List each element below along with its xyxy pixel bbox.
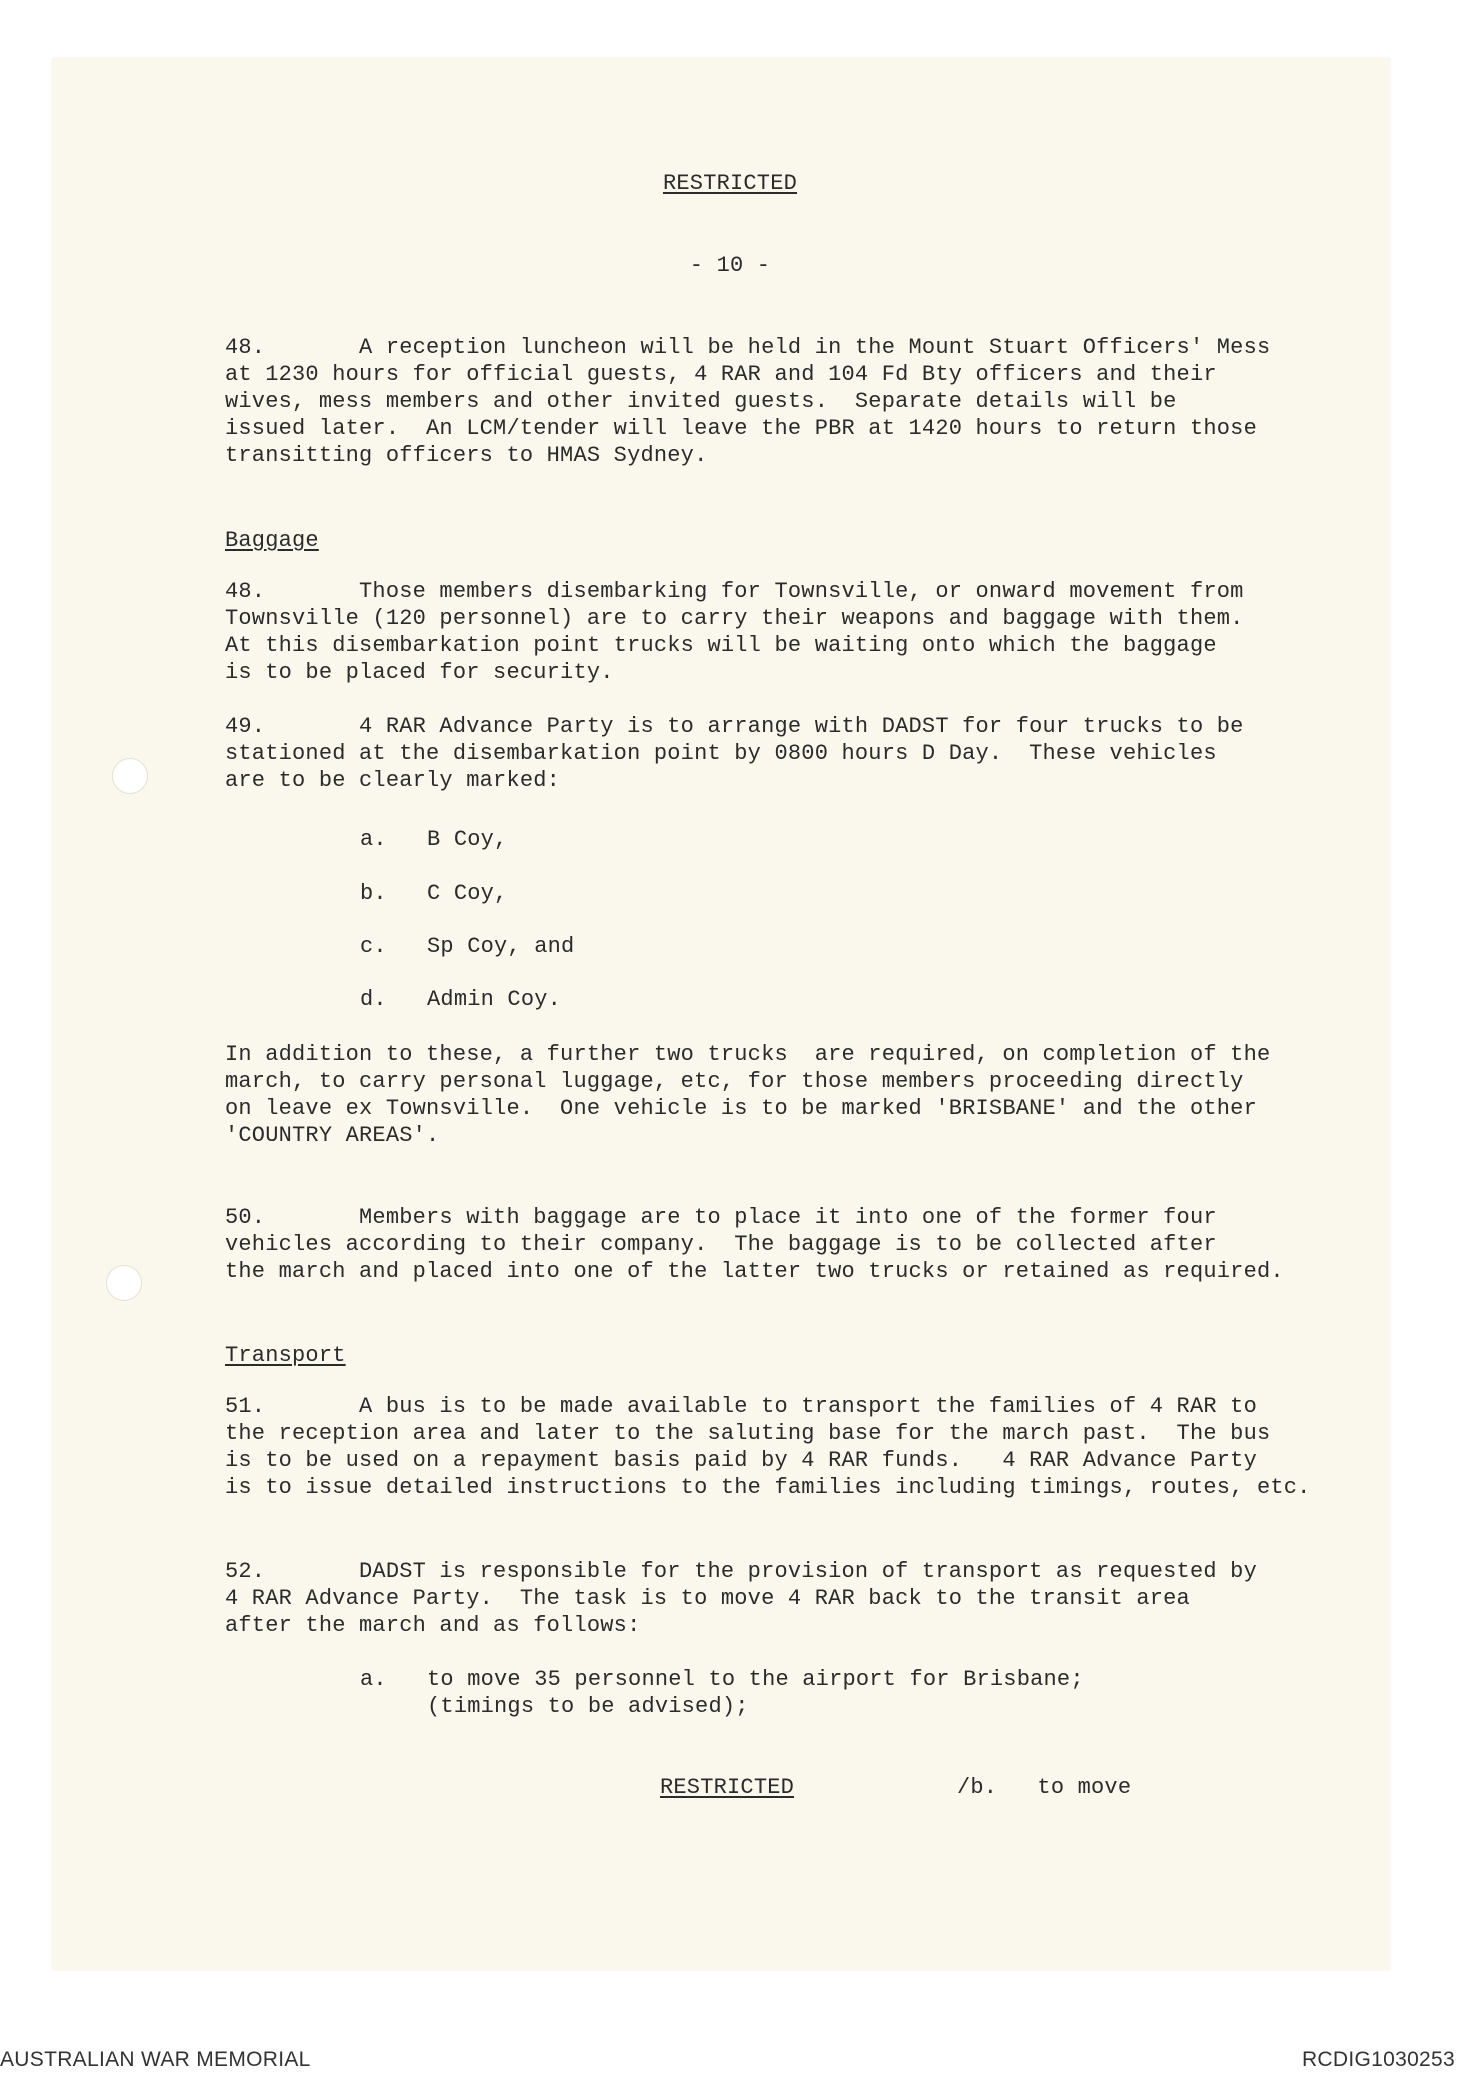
punch-hole-top	[112, 758, 148, 794]
paragraph-48-baggage: 48. Those members disembarking for Townsville, or onward movement from Townsville (120 personnel) are to carry their weapons and baggage with them. At this disembarkation point trucks will be waiting onto which the baggage is to be placed for security.	[225, 579, 1244, 685]
list-item-52a: a. to move 35 personnel to the airport for Brisbane; (timings to be advised);	[360, 1667, 1084, 1719]
footer-classification: RESTRICTED	[660, 1775, 795, 1800]
archive-right-label: RCDIG1030253	[1301, 2048, 1455, 2071]
paragraph-49-continuation: In addition to these, a further two trucks are required, on completion of the march, to carry personal luggage, etc, for those members proceeding directly on leave ex Townsville. One vehicle is to be marked 'BRISBANE' and the other 'COUNTRY AREAS'.	[225, 1042, 1271, 1148]
paragraph-49: 49. 4 RAR Advance Party is to arrange with DADST for four trucks to be stationed at the disembarkation point by 0800 hours D Day. These vehicles are to be clearly marked:	[225, 714, 1244, 793]
section-heading-baggage: Baggage	[225, 528, 319, 553]
footer-continuation: /b. to move	[957, 1775, 1132, 1800]
archive-left-label: AUSTRALIAN WAR MEMORIAL	[0, 2048, 311, 2071]
list-item-49b: b. C Coy,	[360, 881, 508, 906]
punch-hole-bottom	[106, 1265, 142, 1301]
section-heading-transport: Transport	[225, 1343, 346, 1368]
header-classification: RESTRICTED	[662, 171, 798, 196]
paragraph-52: 52. DADST is responsible for the provision of transport as requested by 4 RAR Advance Party. The task is to move 4 RAR back to the transit area after the march and as follows:	[225, 1559, 1257, 1638]
list-item-49d: d. Admin Coy.	[360, 987, 562, 1012]
list-item-49c: c. Sp Coy, and	[360, 934, 575, 959]
paragraph-48-luncheon: 48. A reception luncheon will be held in the Mount Stuart Officers' Mess at 1230 hours for official guests, 4 RAR and 104 Fd Bty officers and their wives, mess members and other invited guests. Separate details will be issued later. An LCM/tender will leave the PBR at 1420 hours to return those transitting officers to HMAS Sydney.	[225, 335, 1271, 468]
page-number: - 10 -	[689, 253, 771, 278]
paragraph-51: 51. A bus is to be made available to transport the families of 4 RAR to the reception area and later to the saluting base for the march past. The bus is to be used on a repayment basis paid by 4 RAR funds. 4 RAR Advance Party is to issue detailed instructions to the families including timings, routes, etc.	[225, 1394, 1311, 1500]
paragraph-50: 50. Members with baggage are to place it into one of the former four vehicles according to their company. The baggage is to be collected after the march and placed into one of the latter two trucks or retained as required.	[225, 1205, 1284, 1284]
list-item-49a: a. B Coy,	[360, 827, 508, 852]
